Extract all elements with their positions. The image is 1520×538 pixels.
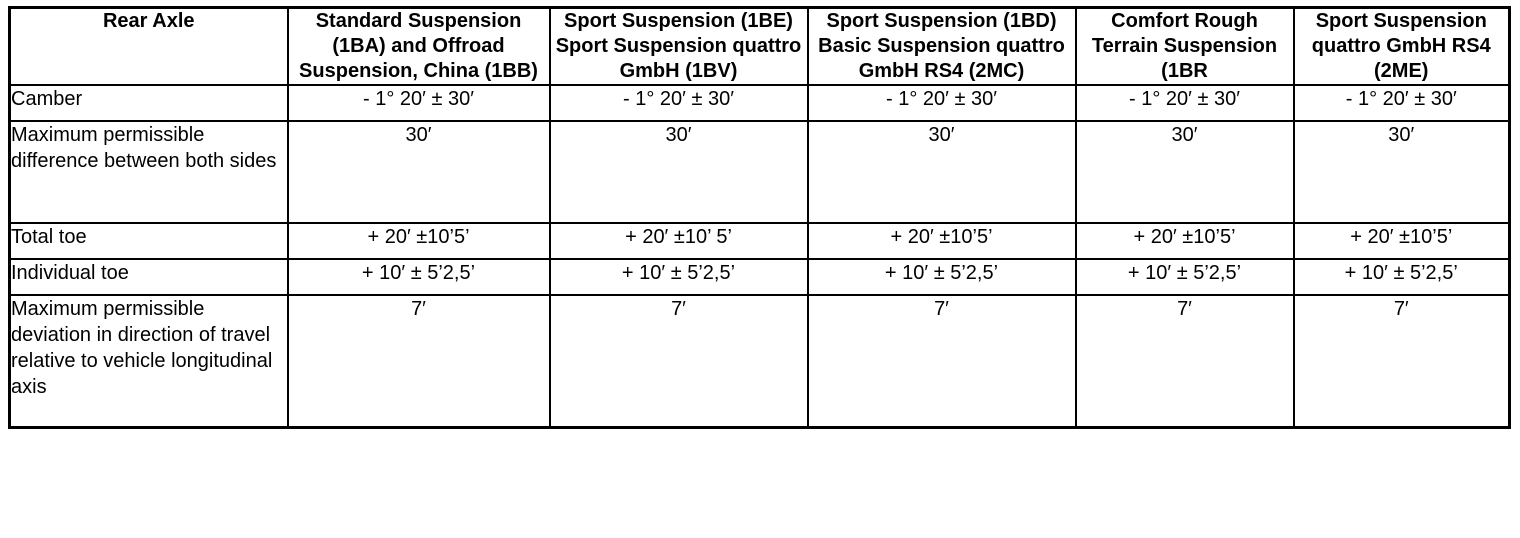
column-header-sport-suspension-2me: Sport Suspension quattro GmbH RS4 (2ME) xyxy=(1294,8,1510,86)
table-row xyxy=(10,259,1510,295)
cell-indtoe-sport-1bd: + 10′ ± 5’2,5’ xyxy=(808,259,1076,295)
table-header-row xyxy=(10,8,1510,86)
cell-maxdev-sport-2me: 7′ xyxy=(1294,295,1510,428)
cell-camber-sport-2me: - 1° 20′ ± 30′ xyxy=(1294,85,1510,121)
cell-maxdev-comfort: 7′ xyxy=(1076,295,1294,428)
cell-camber-standard: - 1° 20′ ± 30′ xyxy=(288,85,550,121)
table-row xyxy=(10,85,1510,121)
row-label-total-toe: Total toe xyxy=(10,223,288,259)
table-row xyxy=(10,223,1510,259)
cell-indtoe-standard: + 10′ ± 5’2,5’ xyxy=(288,259,550,295)
cell-totaltoe-standard: + 20′ ±10’5’ xyxy=(288,223,550,259)
cell-maxdev-sport-1be: 7′ xyxy=(550,295,808,428)
row-label-individual-toe: Individual toe xyxy=(10,259,288,295)
cell-indtoe-comfort: + 10′ ± 5’2,5’ xyxy=(1076,259,1294,295)
column-header-standard-suspension: Standard Suspension (1BA) and Offroad Suspension, China (1BB) xyxy=(288,8,550,86)
cell-totaltoe-sport-2me: + 20′ ±10’5’ xyxy=(1294,223,1510,259)
table-row xyxy=(10,121,1510,223)
cell-maxdiff-sport-1be: 30′ xyxy=(550,121,808,223)
column-header-sport-suspension-1be: Sport Suspension (1BE) Sport Suspension quattro GmbH (1BV) xyxy=(550,8,808,86)
cell-totaltoe-sport-1be: + 20′ ±10’ 5’ xyxy=(550,223,808,259)
table-row xyxy=(10,295,1510,428)
cell-totaltoe-sport-1bd: + 20′ ±10’5’ xyxy=(808,223,1076,259)
column-header-sport-suspension-1bd: Sport Suspension (1BD) Basic Suspension quattro GmbH RS4 (2MC) xyxy=(808,8,1076,86)
cell-indtoe-sport-2me: + 10′ ± 5’2,5’ xyxy=(1294,259,1510,295)
cell-camber-sport-1bd: - 1° 20′ ± 30′ xyxy=(808,85,1076,121)
cell-maxdiff-standard: 30′ xyxy=(288,121,550,223)
cell-maxdiff-sport-2me: 30′ xyxy=(1294,121,1510,223)
cell-totaltoe-comfort: + 20′ ±10’5’ xyxy=(1076,223,1294,259)
row-label-camber: Camber xyxy=(10,85,288,121)
column-header-comfort-rough-terrain: Comfort Rough Terrain Suspension (1BR xyxy=(1076,8,1294,86)
cell-maxdiff-comfort: 30′ xyxy=(1076,121,1294,223)
rear-axle-spec-table xyxy=(8,6,1511,429)
cell-indtoe-sport-1be: + 10′ ± 5’2,5’ xyxy=(550,259,808,295)
cell-maxdiff-sport-1bd: 30′ xyxy=(808,121,1076,223)
cell-maxdev-standard: 7′ xyxy=(288,295,550,428)
cell-maxdev-sport-1bd: 7′ xyxy=(808,295,1076,428)
column-header-rear-axle: Rear Axle xyxy=(10,8,288,86)
row-label-max-deviation: Maximum permissible deviation in direction of travel relative to vehicle longitudinal axis xyxy=(10,295,288,428)
cell-camber-sport-1be: - 1° 20′ ± 30′ xyxy=(550,85,808,121)
row-label-max-difference: Maximum permissible difference between both sides xyxy=(10,121,288,223)
cell-camber-comfort: - 1° 20′ ± 30′ xyxy=(1076,85,1294,121)
